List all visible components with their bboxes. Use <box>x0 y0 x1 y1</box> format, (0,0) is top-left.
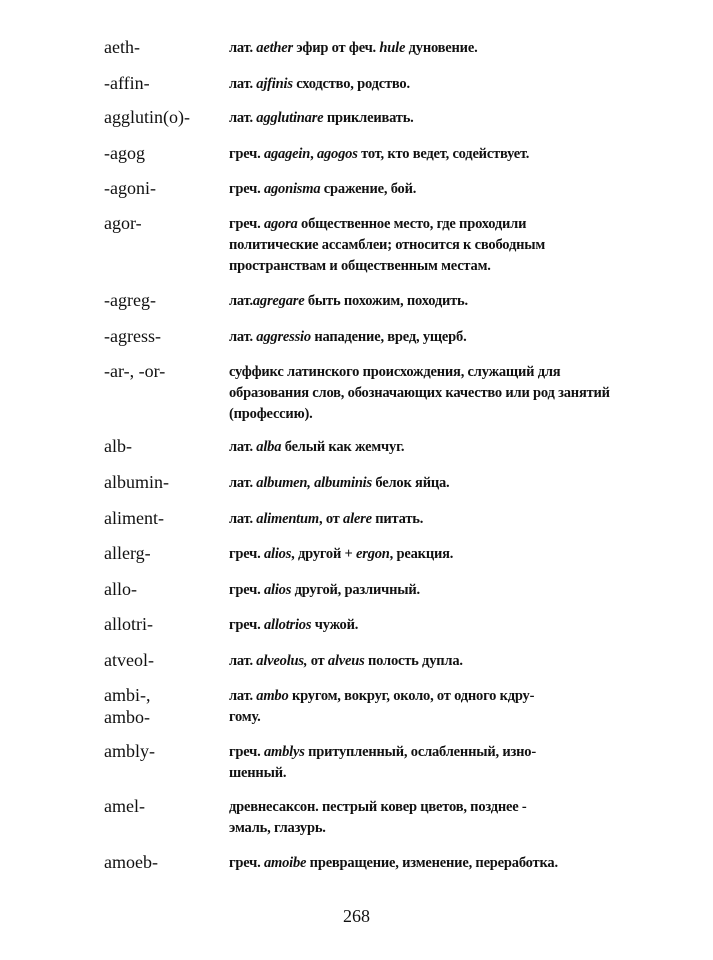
definition-text: лат. <box>229 110 257 126</box>
etymon-word: agagein <box>263 146 311 162</box>
entry-definition <box>229 473 614 494</box>
definition-text: кругом, вокруг, около, от одного кдру- гому. <box>229 688 535 725</box>
definition-text: лат. <box>229 653 257 669</box>
entry-term: allo- <box>104 579 137 599</box>
etymon-word: agora <box>263 216 298 232</box>
entry-definition <box>229 179 614 200</box>
definition-text: приклеивать. <box>323 110 414 126</box>
definition-text: греч. <box>229 181 264 197</box>
entry-term: aliment- <box>104 508 164 528</box>
definition-text: , <box>310 146 317 162</box>
entry-term: aeth- <box>104 37 140 57</box>
entry-definition <box>229 580 614 601</box>
definition-text: греч. <box>229 855 264 871</box>
etymon-word: alveus <box>327 653 365 669</box>
etymon-word: alios <box>263 582 292 598</box>
entry-term: agor- <box>104 213 142 233</box>
definition-text: греч. <box>229 744 264 760</box>
definition-text: древнесаксон. пестрый ковер цветов, позднее - эмаль, глазурь. <box>229 799 527 836</box>
etymon-word: ajfinis <box>256 76 293 92</box>
entry-definition <box>229 651 614 672</box>
definition-text: греч. <box>229 146 264 162</box>
entry-term: ambly- <box>104 741 155 761</box>
definition-text: суффикс латинского происхождения, служащий для образования слов, обозначающих качество или род занятий (профессию). <box>229 364 610 422</box>
etymon-word: agglutinare <box>256 110 324 126</box>
entry-term: albumin- <box>104 472 169 492</box>
etymon-word: agregare <box>252 293 305 309</box>
definition-text: нападение, вред, ущерб. <box>310 329 467 345</box>
etymon-word: alere <box>343 511 372 527</box>
entry-definition <box>229 38 614 59</box>
etymon-word: ambo <box>256 688 289 704</box>
etymon-word: agonisma <box>263 181 321 197</box>
entry-term: amoeb- <box>104 852 158 872</box>
entry-term: -ar-, -or- <box>104 361 166 381</box>
etymon-word: ergon <box>356 546 390 562</box>
definition-text: белок яйца. <box>371 475 450 491</box>
definition-text: греч. <box>229 617 264 633</box>
etymon-word: aggressio <box>256 329 311 345</box>
entry-definition <box>229 214 614 277</box>
etymon-word: albumen, albuminis <box>256 475 372 491</box>
entry-definition <box>229 742 614 784</box>
definition-text: лат. <box>229 439 257 455</box>
etymon-word: alimentum <box>256 511 319 527</box>
definition-text: полость дупла. <box>364 653 463 669</box>
entry-term: -agress- <box>104 326 161 346</box>
definition-text: лат. <box>229 329 257 345</box>
entry-definition <box>229 144 614 165</box>
etymon-word: amoibe <box>263 855 307 871</box>
definition-text: другой, различный. <box>291 582 420 598</box>
definition-text: лат. <box>229 40 257 56</box>
entry-term: -agog <box>104 143 145 163</box>
etymon-word: allotrios <box>263 617 312 633</box>
definition-text: сходство, родство. <box>292 76 410 92</box>
entry-definition <box>229 362 614 425</box>
etymon-word: agogos <box>316 146 358 162</box>
definition-text: дуновение. <box>405 40 478 56</box>
entry-definition <box>229 74 614 95</box>
entry-term: -agreg- <box>104 290 156 310</box>
entry-term: atveol- <box>104 650 154 670</box>
definition-text: лат. <box>229 688 257 704</box>
entry-definition <box>229 291 614 312</box>
entry-definition <box>229 544 614 565</box>
page-number: 268 <box>343 906 370 926</box>
definition-text: лат. <box>229 76 257 92</box>
definition-text: притупленный, ослабленный, изно- шенный. <box>229 744 536 781</box>
entry-definition <box>229 797 614 839</box>
definition-text: эфир от феч. <box>292 40 380 56</box>
definition-text: от <box>307 653 328 669</box>
entry-definition <box>229 509 614 530</box>
etymon-word: amblys <box>263 744 305 760</box>
etymon-word: hule <box>379 40 406 56</box>
entry-term: alb- <box>104 436 132 456</box>
definition-text: греч. <box>229 546 264 562</box>
entry-term: allerg- <box>104 543 151 563</box>
definition-text: общественное место, где проходили политические ассамблеи; относится к свободным пространствам и общественным местам. <box>229 216 546 274</box>
definition-text: быть похожим, походить. <box>304 293 468 309</box>
definition-text: , реакция. <box>389 546 454 562</box>
entry-term: ambi-, ambo- <box>104 685 151 727</box>
definition-text: лат. <box>229 475 257 491</box>
entry-definition <box>229 853 614 874</box>
entry-term: -agoni- <box>104 178 156 198</box>
entry-definition <box>229 327 614 348</box>
definition-text: лат. <box>229 293 253 309</box>
definition-text: сражение, бой. <box>320 181 417 197</box>
entry-definition <box>229 686 614 728</box>
definition-text: чужой. <box>311 617 359 633</box>
etymon-word: alios <box>263 546 292 562</box>
definition-text: белый как жемчуг. <box>281 439 405 455</box>
entry-term: agglutin(o)- <box>104 107 190 127</box>
entry-definition <box>229 108 614 129</box>
etymon-word: alba <box>256 439 282 455</box>
etymon-word: alveolus, <box>256 653 308 669</box>
definition-text: , другой + <box>291 546 357 562</box>
entry-term: amel- <box>104 796 145 816</box>
entry-definition <box>229 615 614 636</box>
entry-definition <box>229 437 614 458</box>
definition-text: греч. <box>229 582 264 598</box>
entry-term: allotri- <box>104 614 153 634</box>
entry-term: -affin- <box>104 73 150 93</box>
etymon-word: aether <box>256 40 293 56</box>
definition-text: тот, кто ведет, содействует. <box>357 146 530 162</box>
definition-text: , от <box>318 511 344 527</box>
definition-text: греч. <box>229 216 264 232</box>
definition-text: лат. <box>229 511 257 527</box>
definition-text: питать. <box>371 511 424 527</box>
definition-text: превращение, изменение, переработка. <box>306 855 558 871</box>
